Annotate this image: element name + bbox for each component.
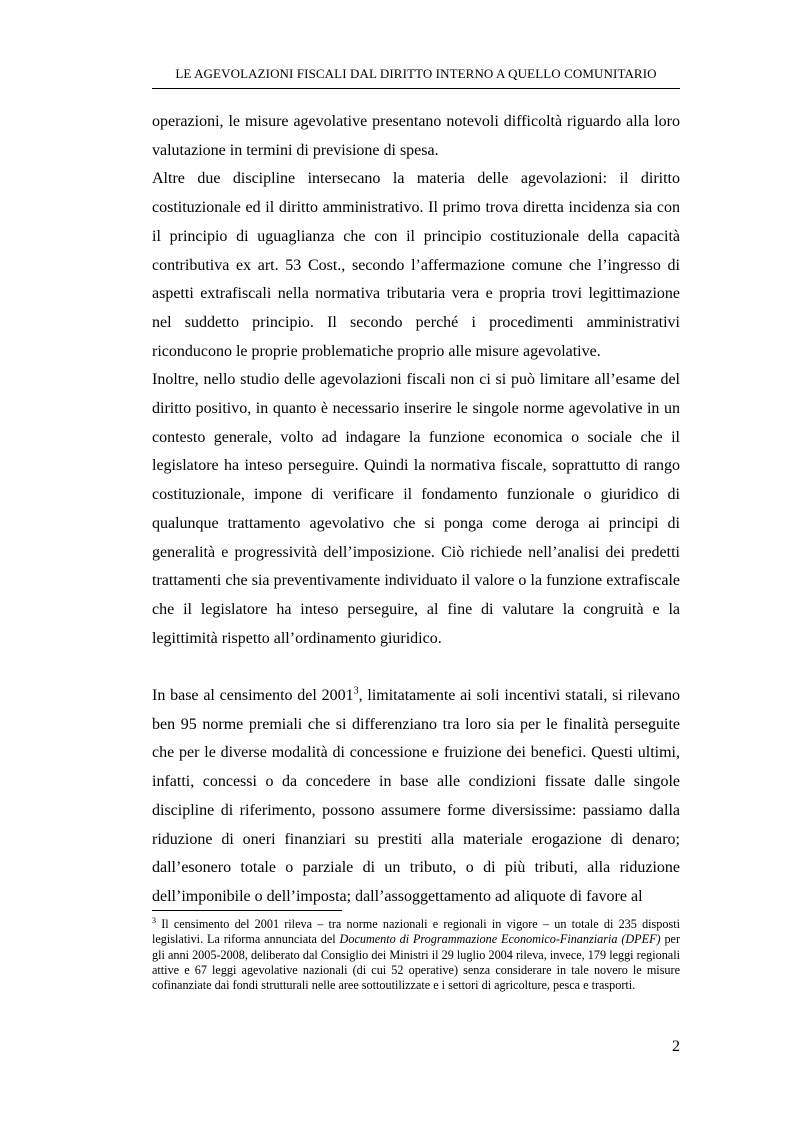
footnote-text-start: Il censimento del 2001 rileva – tra norme nazionali e regionali in vigore – un totale di 235 disposti legislativi. La riforma annunciata del — [152, 917, 680, 947]
footnote-separator — [152, 910, 342, 911]
paragraph-4-rest: , limitatamente ai soli incentivi statali, si rilevano ben 95 norme premiali che si differenziano tra loro sia per le finalità perseguite che per le diverse modalità di concessione e fruizione dei benefici. Questi ultimi, infatti, concessi o da concedere in base alle condizioni fissate dalle singole discipline di riferimento, possono assumere forme diversissime: passiamo dalla riduzione di oneri finanziari su prestiti alla materiale erogazione di denaro; dall’esonero totale o parziale di un tributo, o di più tributi, alla riduzione dell’imponibile o dell’imposta; dall’assoggettamento ad aliquote di favore al — [152, 687, 681, 905]
footnote-text-end: per gli anni 2005-2008, deliberato dal Consiglio dei Ministri il 29 luglio 2004 rileva, invece, 179 leggi regionali attive e 67 leggi agevolative nazionali (di cui 52 operative) senza considerare in tale novero le misure cofinanziate dai fondi strutturali nelle aree sottoutilizzate e i settori di agricolture, pesca e trasporti. — [152, 932, 681, 993]
running-header-title: LE AGEVOLAZIONI FISCALI DAL DIRITTO INTERNO A QUELLO COMUNITARIO — [175, 66, 657, 81]
footnote-document-title: Documento di Programmazione Economico-Finanziaria (DPEF) — [339, 932, 661, 947]
header-rule — [152, 88, 680, 89]
footnote-reference-3[interactable]: 3 — [353, 685, 359, 697]
running-header — [152, 66, 680, 82]
paragraph-2: Altre due discipline intersecano la materia delle agevolazioni: il diritto costituzionale ed il diritto amministrativo. Il primo trova diretta incidenza sia con il principio di uguaglianza che con il principio costituzionale della capacità contributiva ex art. 53 Cost., secondo l’affermazione comune che l’ingresso di aspetti extrafiscali nella normativa tributaria vera e propria trovi legittimazione nel suddetto principio. Il secondo perché i procedimenti amministrativi riconducono le proprie problematiche proprio alle misure agevolative. — [152, 170, 680, 360]
paragraph-3: Inoltre, nello studio delle agevolazioni fiscali non ci si può limitare all’esame del diritto positivo, in quanto è necessario inserire le singole norme agevolative in un contesto generale, volto ad indagare la funzione economica o sociale che il legislatore ha inteso perseguire. Quindi la normativa fiscale, soprattutto di rango costituzionale, impone di verificare il fondamento funzionale o giuridico di qualunque trattamento agevolativo che si ponga come deroga ai principi di generalità e progressività dell’imposizione. Ciò richiede nell’analisi dei predetti trattamenti che sia preventivamente individuato il valore o la funzione extrafiscale che il legislatore ha inteso perseguire, al fine di valutare la congruità e la legittimità rispetto all’ordinamento giuridico. — [152, 371, 680, 647]
page-number: 2 — [672, 1038, 680, 1055]
paragraph-1: operazioni, le misure agevolative presentano notevoli difficoltà riguardo alla loro valutazione in termini di previsione di spesa. — [152, 113, 680, 159]
paragraph-4-start: In base al censimento del 2001 — [152, 687, 354, 705]
footnote-number: 3 — [152, 915, 156, 925]
paragraph-4 — [152, 682, 680, 912]
footnote-3 — [152, 917, 680, 993]
body-text — [152, 108, 680, 912]
